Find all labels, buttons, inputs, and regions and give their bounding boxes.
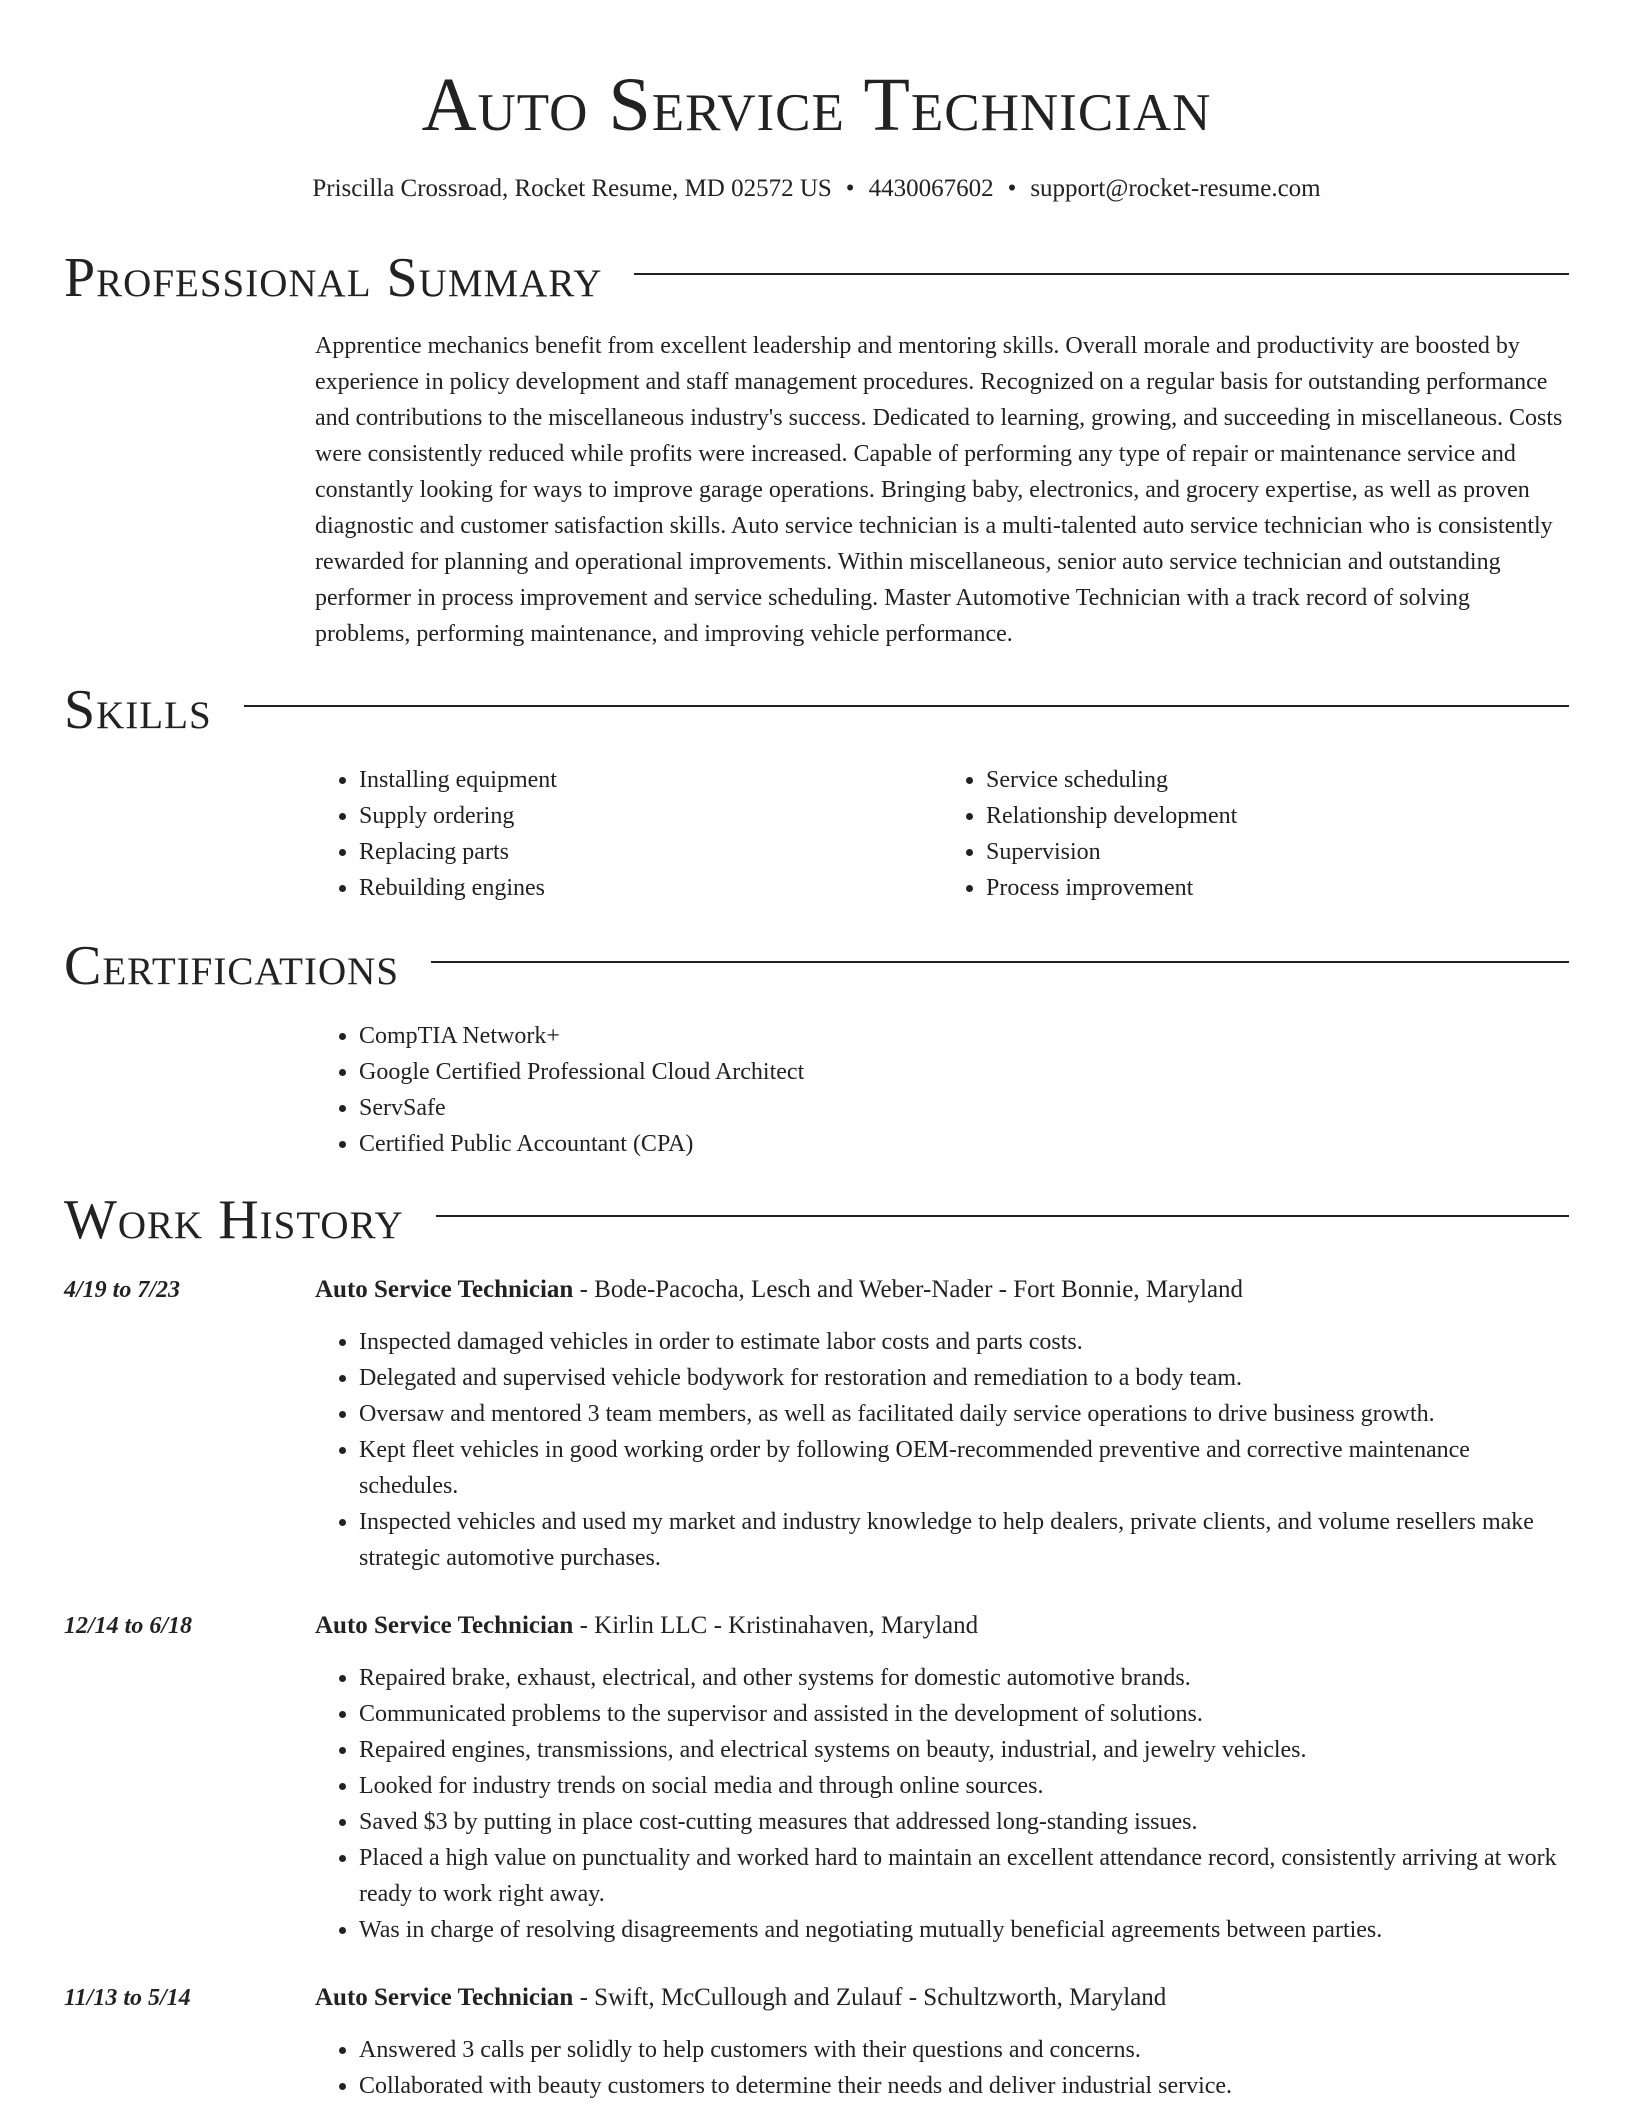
skill-item: • Relationship development (986, 798, 1569, 834)
job-title-line (315, 1608, 1569, 1644)
job-employer: - Bode-Pacocha, Lesch and Weber-Nader - Fort Bonnie, Maryland (573, 1276, 1244, 1303)
job-role: Auto Service Technician (315, 1612, 574, 1639)
contact-separator: • (845, 175, 855, 202)
contact-email: support@rocket-resume.com (1030, 175, 1321, 202)
job-dates: 12/14 to 6/18 (64, 1613, 193, 1639)
job-duty: • Was in charge of resolving disagreements and negotiating mutually beneficial agreements between parties. (359, 1912, 1569, 1948)
resume-page (64, 0, 1569, 2104)
skills-column-left (315, 762, 942, 906)
job-duty: • Answered 3 calls per solidly to help customers with their questions and concerns. (359, 2032, 1569, 2068)
summary-text: Apprentice mechanics benefit from excellent leadership and mentoring skills. Overall morale and productivity are boosted by experience in policy development and staff management procedures. Recognized on a regular basis for outstanding performance and contributions to the miscellaneous industry's success. Dedicated to learning, growing, and succeeding in miscellaneous. Costs were consistently reduced while profits were increased. Capable of performing any type of repair or maintenance service and constantly looking for ways to improve garage operations. Bringing baby, electronics, and grocery expertise, as well as proven diagnostic and customer satisfaction skills. Auto service technician is a multi-talented auto service technician who is consistently rewarded for planning and operational improvements. Within miscellaneous, senior auto service technician and outstanding performer in process improvement and service scheduling. Master Automotive Technician with a track record of solving problems, performing maintenance, and improving vehicle performance. (315, 333, 1563, 647)
section-heading-work-history (64, 1190, 1569, 1250)
skill-item: • Installing equipment (359, 762, 942, 798)
job-duty: • Inspected damaged vehicles in order to estimate labor costs and parts costs. (359, 1324, 1569, 1360)
job-role: Auto Service Technician (315, 1276, 574, 1303)
job-duties (315, 1324, 1569, 1576)
work-history-heading: Work History (64, 1189, 404, 1251)
job-duty: • Collaborated with beauty customers to determine their needs and deliver industrial service. (359, 2068, 1569, 2104)
certification-item: • ServSafe (359, 1090, 1569, 1126)
summary-heading: Professional Summary (64, 247, 603, 309)
job-employer: - Swift, McCullough and Zulauf - Schultzworth, Maryland (573, 1984, 1167, 2011)
job-employer: - Kirlin LLC - Kristinahaven, Maryland (573, 1612, 979, 1639)
job-duty: • Inspected vehicles and used my market and industry knowledge to help dealers, private clients, and volume resellers make strategic automotive purchases. (359, 1504, 1569, 1576)
certification-item: • Google Certified Professional Cloud Architect (359, 1054, 1569, 1090)
skill-item: • Service scheduling (986, 762, 1569, 798)
section-heading-summary (64, 248, 1569, 308)
contact-separator: • (1007, 175, 1017, 202)
skill-item: • Replacing parts (359, 834, 942, 870)
job-dates: 4/19 to 7/23 (64, 1277, 181, 1303)
skill-item: • Process improvement (986, 870, 1569, 906)
job-entry (64, 1272, 1569, 1576)
resume-title: Auto Service Technician (421, 63, 1212, 147)
skill-item: • Rebuilding engines (359, 870, 942, 906)
job-duties (315, 2032, 1569, 2104)
section-heading-skills (64, 680, 1569, 740)
section-heading-certifications (64, 936, 1569, 996)
certifications-list (315, 1018, 1569, 1162)
certification-item: • Certified Public Accountant (CPA) (359, 1126, 1569, 1162)
section-divider (431, 961, 1569, 963)
job-role: Auto Service Technician (315, 1984, 574, 2011)
contact-line (64, 172, 1569, 206)
job-title-line (315, 1980, 1569, 2016)
section-divider (244, 705, 1569, 707)
job-duty: • Placed a high value on punctuality and worked hard to maintain an excellent attendance record, consistently arriving at work ready to work right away. (359, 1840, 1569, 1912)
job-duties (315, 1660, 1569, 1948)
job-duty: • Repaired engines, transmissions, and electrical systems on beauty, industrial, and jewelry vehicles. (359, 1732, 1569, 1768)
section-divider (436, 1215, 1569, 1217)
job-duty: • Kept fleet vehicles in good working order by following OEM-recommended preventive and corrective maintenance schedules. (359, 1432, 1569, 1504)
job-duty: • Delegated and supervised vehicle bodywork for restoration and remediation to a body team. (359, 1360, 1569, 1396)
job-dates: 11/13 to 5/14 (64, 1985, 191, 2011)
skill-item: • Supply ordering (359, 798, 942, 834)
certification-item: • CompTIA Network+ (359, 1018, 1569, 1054)
contact-address: Priscilla Crossroad, Rocket Resume, MD 02572 US (312, 175, 832, 202)
job-duty: • Oversaw and mentored 3 team members, as well as facilitated daily service operations to drive business growth. (359, 1396, 1569, 1432)
job-title-line (315, 1272, 1569, 1308)
job-duty: • Looked for industry trends on social media and through online sources. (359, 1768, 1569, 1804)
job-duty: • Repaired brake, exhaust, electrical, and other systems for domestic automotive brands. (359, 1660, 1569, 1696)
skills-list (315, 762, 1569, 906)
job-duty: • Saved $3 by putting in place cost-cutting measures that addressed long-standing issues. (359, 1804, 1569, 1840)
certifications-heading: Certifications (64, 935, 400, 997)
section-divider (634, 273, 1569, 275)
job-entry (64, 1980, 1569, 2104)
job-entry (64, 1608, 1569, 1948)
skill-item: • Supervision (986, 834, 1569, 870)
contact-phone: 4430067602 (868, 175, 994, 202)
skills-column-right (942, 762, 1569, 906)
job-duty: • Communicated problems to the supervisor and assisted in the development of solutions. (359, 1696, 1569, 1732)
skills-heading: Skills (64, 679, 212, 741)
